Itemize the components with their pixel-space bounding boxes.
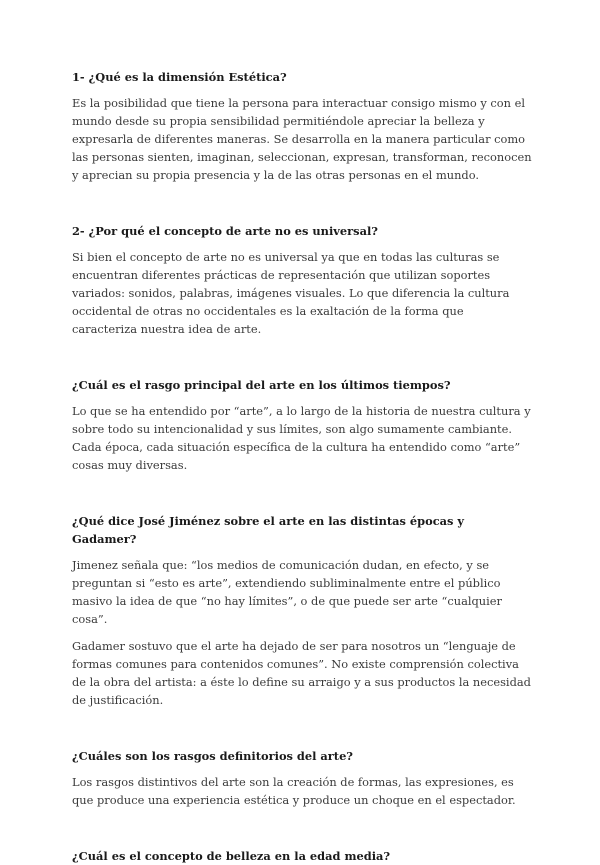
question-heading-2: 2- ¿Por qué el concepto de arte no es universal? — [72, 224, 378, 238]
question-heading-3: ¿Cuál es el rasgo principal del arte en los últimos tiempos? — [72, 378, 451, 392]
document-page — [72, 68, 532, 865]
question-heading-4: ¿Qué dice José Jiménez sobre el arte en las distintas épocas y Gadamer? — [72, 514, 465, 546]
question-heading-1: 1- ¿Qué es la dimensión Estética? — [72, 70, 287, 84]
answer-paragraph-1: Es la posibilidad que tiene la persona para interactuar consigo mismo y con el mundo desde su propia sensibilidad permitiéndole apreciar la belleza y expresarla de diferentes maneras. Se desarrolla en la manera particular como las personas sienten, imaginan, seleccionan, expresan, transforman, reconocen y aprecian su propia presencia y la de las otras personas en el mundo. — [72, 96, 532, 182]
answer-paragraph-4a: Jimenez señala que: “los medios de comunicación dudan, en efecto, y se preguntan si “esto es arte”, extendiendo subliminalmente entre el público masivo la idea de que “no hay límites”, o de que puede ser arte “cualquier cosa”. — [72, 558, 502, 626]
answer-paragraph-4b: Gadamer sostuvo que el arte ha dejado de ser para nosotros un “lenguaje de formas comunes para contenidos comunes”. No existe comprensión colectiva de la obra del artista: a éste lo define su arraigo y a sus productos la necesidad de justificación. — [72, 639, 531, 707]
question-heading-6: ¿Cuál es el concepto de belleza en la edad media? — [72, 849, 391, 863]
answer-paragraph-5: Los rasgos distintivos del arte son la creación de formas, las expresiones, es que produce una experiencia estética y produce un choque en el espectador. — [72, 775, 516, 807]
answer-paragraph-3: Lo que se ha entendido por “arte”, a lo largo de la historia de nuestra cultura y sobre todo su intencionalidad y sus límites, son algo sumamente cambiante. Cada época, cada situación específica de la cultura ha entendido como “arte” cosas muy diversas. — [72, 404, 531, 472]
answer-paragraph-2: Si bien el concepto de arte no es universal ya que en todas las culturas se encuentran diferentes prácticas de representación que utilizan soportes variados: sonidos, palabras, imágenes visuales. Lo que diferencia la cultura occidental de otras no occidentales es la exaltación de la forma que caracteriza nuestra idea de arte. — [72, 250, 510, 336]
question-heading-5: ¿Cuáles son los rasgos definitorios del arte? — [72, 749, 353, 763]
